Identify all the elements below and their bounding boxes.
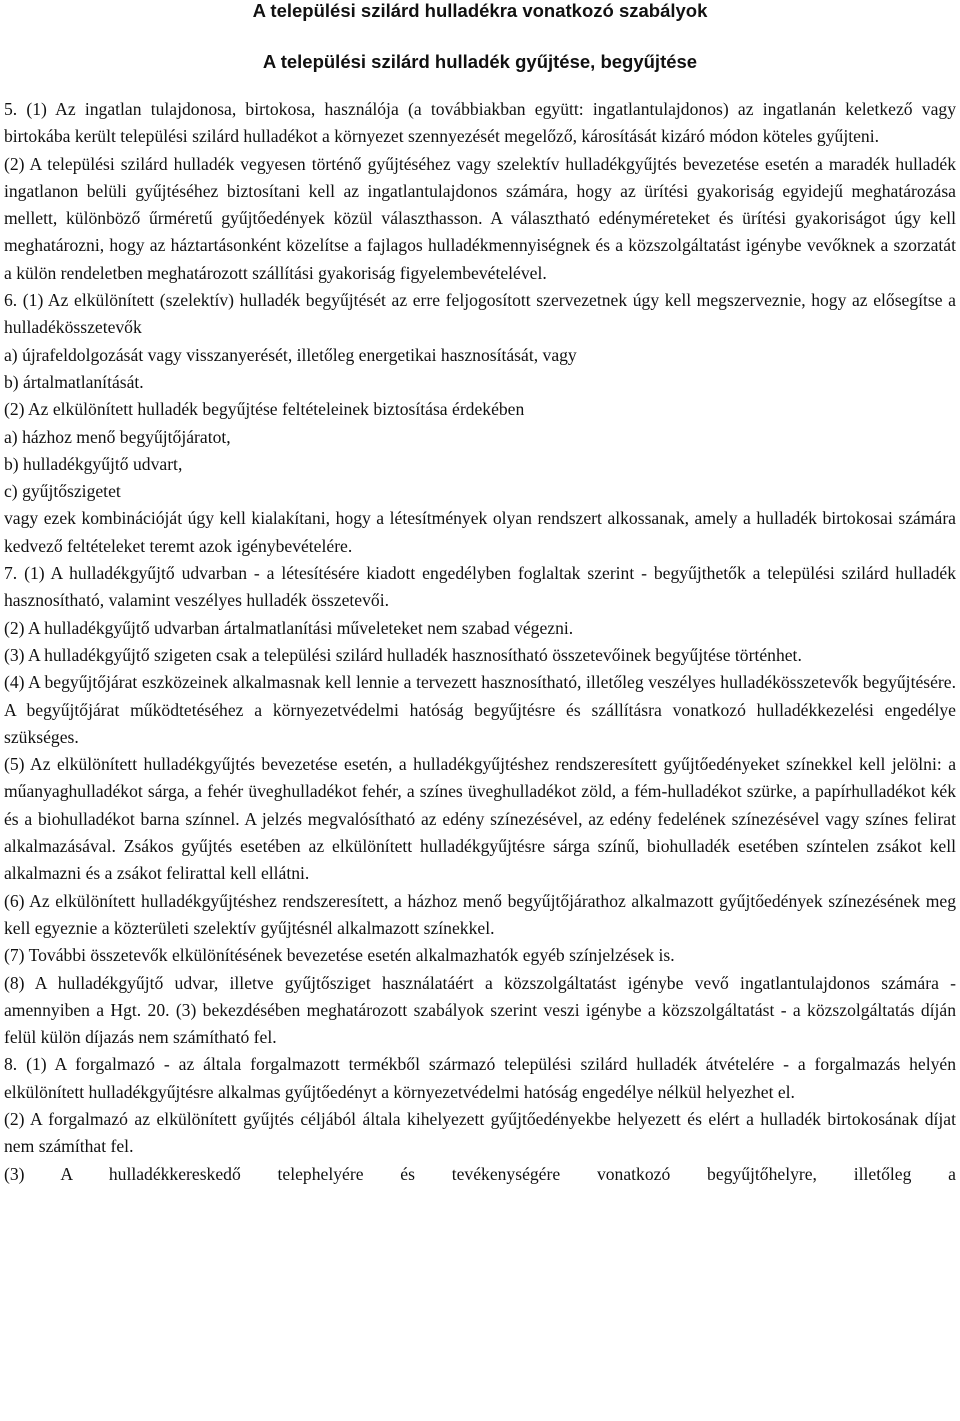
paragraph-5-2: (2) A települési szilárd hulladék vegyesen történő gyűjtéséhez vagy szelektív hulladékgyűjtés bevezetése esetén a maradék hulladék ingatlanon belüli gyűjtéséhez biztosítani kell az ingatlantulajdonos számára, hogy az ürítési gyakoriság egyidejű meghatározása mellett, különböző űrméretű gyűjtőedények közül választhasson. A választható edényméreteket és ürítési gyakoriságot úgy kell meghatározni, hogy az háztartásonként közelítse a fajlagos hulladékmennyiségnek és a közszolgáltatást igénybe vevőknek a szorzatát a külön rendeletben meghatározott szállítási gyakoriság figyelembevételével. xyxy=(4,153,956,283)
paragraph-7-6: (6) Az elkülönített hulladékgyűjtéshez rendszeresített, a házhoz menő begyűjtőjárathoz alkalmazott gyűjtőedények színezésének meg kell egyeznie a közterületi szelektív gyűjtésnél alkalmazott színekkel. xyxy=(4,890,956,938)
paragraph-7-1: 7. (1) A hulladékgyűjtő udvarban - a létesítésére kiadott engedélyben foglaltak szerint - begyűjthetők a települési szilárd hulladék hasznosítható, valamint veszélyes hulladék összetevői. xyxy=(4,563,956,611)
paragraph-5-1: 5. (1) Az ingatlan tulajdonosa, birtokosa, használója (a továbbiakban együtt: ingatlantulajdonos) az ingatlanán keletkező vagy birtokába került települési szilárd hulladékot a környezet szennyezését megelőző, károsítását kizáró módon köteles gyűjteni. xyxy=(4,99,956,147)
paragraph-7-7: (7) További összetevők elkülönítésének bevezetése esetén alkalmazhatók egyéb színjelzések is. xyxy=(4,945,675,966)
list-item-6-1-a: a) újrafeldolgozását vagy visszanyerését, illetőleg energetikai hasznosítását, vagy xyxy=(4,344,577,365)
paragraph-6-2-cont: vagy ezek kombinációját úgy kell kialakítani, hogy a létesítmények olyan rendszert alkossanak, amely a hulladék birtokosai számára kedvező feltételeket teremt azok igénybevételére. xyxy=(4,508,956,556)
document-title: A települési szilárd hulladékra vonatkozó szabályok xyxy=(252,0,708,21)
paragraph-8-2: (2) A forgalmazó az elkülönített gyűjtés céljából általa kihelyezett gyűjtőedényekbe helyezett és elért a hulladék birtokosának díjat nem számíthat fel. xyxy=(4,1108,956,1157)
paragraph-7-5: (5) Az elkülönített hulladékgyűjtés bevezetése esetén, a hulladékgyűjtéshez rendszeresített gyűjtőedényeket színekkel kell jelölni: a műanyaghulladékot sárga, a fehér üveghulladékot fehér, a színes üveghulladékot zöld, a fém-hulladékot szürke, a papírhulladékot kék és a biohulladékot barna színnel. A jelzés megvalósítható az edény színezésével, az edény fedelének színezésével vagy színes felirat alkalmazásával. Zsákos gyűjtés esetében az elkülönített hulladékgyűjtésre sárga színű, biohulladék esetében színtelen zsákot kell alkalmazni és a zsákot felirattal kell ellátni. xyxy=(4,754,956,884)
list-item-6-2-b: b) hulladékgyűjtő udvart, xyxy=(4,453,183,474)
list-item-6-2-c: c) gyűjtőszigetet xyxy=(4,481,121,502)
paragraph-7-8: (8) A hulladékgyűjtő udvar, illetve gyűjtősziget használatáért a közszolgáltatást igénybe vevő ingatlantulajdonos számára - amennyiben a Hgt. 20. (3) bekezdésében meghatározott szabályok szerint veszi igénybe a közszolgáltatást - a közszolgáltatás díján felül külön díjazás nem számítható fel. xyxy=(4,972,956,1048)
list-item-6-2-a: a) házhoz menő begyűjtőjáratot, xyxy=(4,426,231,447)
paragraph-6-1: 6. (1) Az elkülönített (szelektív) hulladék begyűjtését az erre feljogosított szervezetnek úgy kell megszerveznie, hogy az elősegítse a hulladékösszetevők xyxy=(4,290,956,338)
document-page xyxy=(4,0,956,1188)
paragraph-7-3: (3) A hulladékgyűjtő szigeten csak a települési szilárd hulladék hasznosítható összetevőinek begyűjtése történhet. xyxy=(4,644,802,665)
paragraph-7-4: (4) A begyűjtőjárat eszközeinek alkalmasnak kell lennie a tervezett hasznosítható, illetőleg veszélyes hulladékösszetevők begyűjtésére. A begyűjtőjárat működtetéséhez a környezetvédelmi hatóság begyűjtésre és szállításra vonatkozó hulladékkezelési engedélye szükséges. xyxy=(4,672,956,747)
list-item-6-1-b: b) ártalmatlanítását. xyxy=(4,371,144,392)
paragraph-7-2: (2) A hulladékgyűjtő udvarban ártalmatlanítási műveleteket nem szabad végezni. xyxy=(4,617,574,638)
paragraph-8-1: 8. (1) A forgalmazó - az általa forgalmazott termékből származó települési szilárd hulladék átvételére - a forgalmazás helyén elkülönített hulladékgyűjtésre alkalmas gyűjtőedényt a környezetvédelmi hatóság engedélye nélkül helyezhet el. xyxy=(4,1054,956,1102)
section-title: A települési szilárd hulladék gyűjtése, begyűjtése xyxy=(262,51,698,72)
paragraph-6-2: (2) Az elkülönített hulladék begyűjtése feltételeinek biztosítása érdekében xyxy=(4,399,525,420)
paragraph-8-3: (3) A hulladékkereskedő telephelyére és tevékenységére vonatkozó begyűjtőhelyre, illetőleg a xyxy=(4,1163,956,1184)
